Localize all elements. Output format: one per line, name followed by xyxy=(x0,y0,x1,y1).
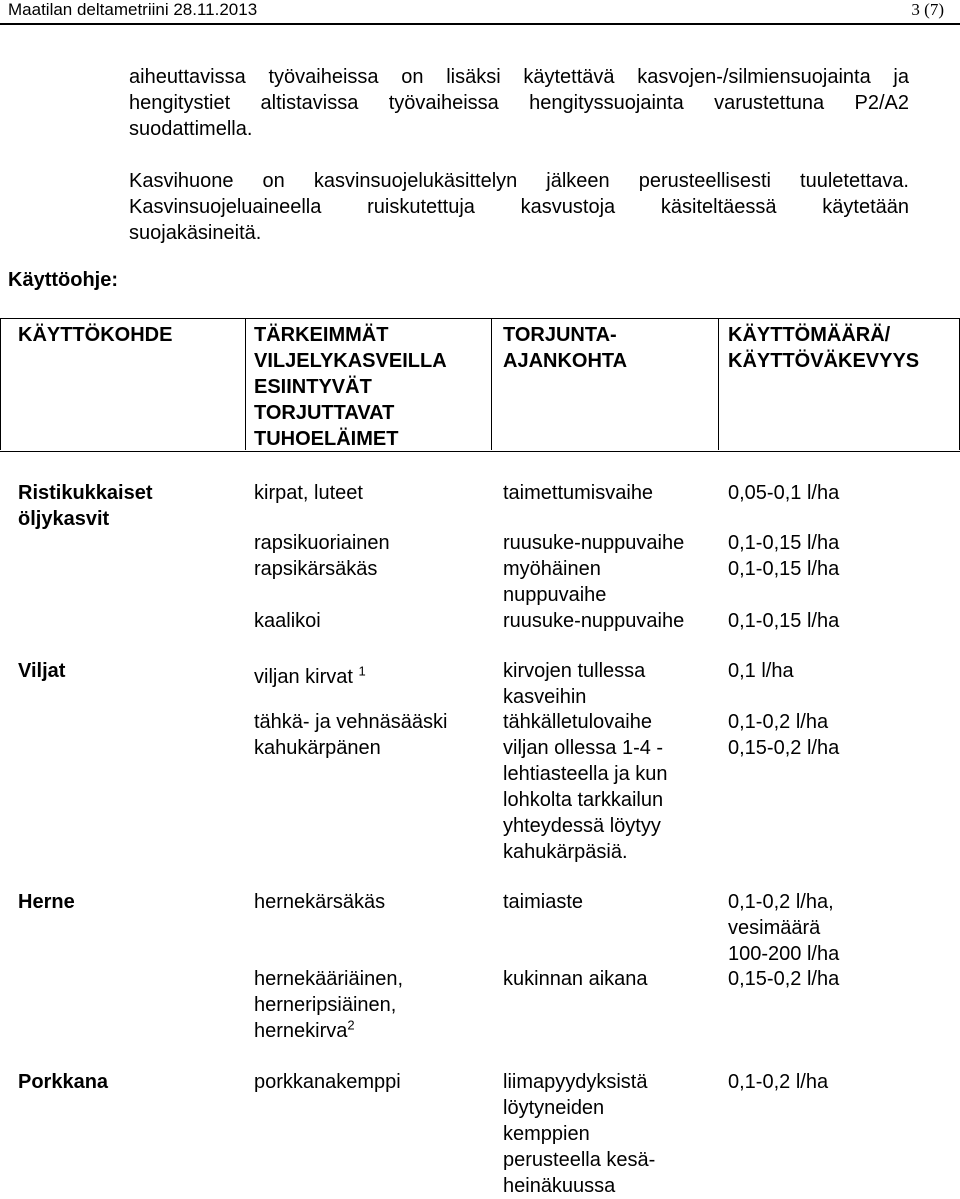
table-border-left xyxy=(0,318,1,450)
timing-line: heinäkuussa xyxy=(503,1175,616,1197)
dose-cell: 0,1-0,15 l/ha xyxy=(728,558,840,580)
timing-cell: taimettumisvaihe xyxy=(503,482,654,504)
timing-line: perusteella kesä- xyxy=(503,1149,656,1171)
timing-cell xyxy=(503,556,606,608)
dose-cell: 0,1-0,15 l/ha xyxy=(728,532,840,554)
timing-cell: taimiaste xyxy=(503,891,584,913)
pest-cell: kaalikoi xyxy=(254,610,321,632)
table-divider xyxy=(491,318,492,450)
timing-line: viljan ollessa 1-4 - xyxy=(503,737,664,759)
dose-line: 0,1-0,2 l/ha, xyxy=(728,891,834,913)
timing-cell: kukinnan aikana xyxy=(503,968,648,990)
timing-cell xyxy=(503,1069,655,1199)
timing-line: kahukärpäsiä. xyxy=(503,841,628,863)
header-line: AJANKOHTA xyxy=(503,350,628,372)
dose-cell: 0,05-0,1 l/ha xyxy=(728,482,840,504)
paragraph-line: Kasvinsuojeluaineella ruiskutettuja kasvustoja käsiteltäessä käytetään xyxy=(129,196,909,218)
header-line: KÄYTTÖMÄÄRÄ/ xyxy=(728,324,891,346)
crop-herne: Herne xyxy=(18,891,75,913)
pest-line: herneripsiäinen, xyxy=(254,994,397,1016)
dose-cell: 0,1 l/ha xyxy=(728,660,794,682)
pest-cell: hernekärsäkäs xyxy=(254,891,386,913)
page-number: 3 (7) xyxy=(911,0,944,19)
pest-cell: kahukärpänen xyxy=(254,737,381,759)
dose-cell: 0,1-0,2 l/ha xyxy=(728,1071,829,1093)
header-line: ESIINTYVÄT xyxy=(254,376,372,398)
crop-porkkana: Porkkana xyxy=(18,1071,109,1093)
column-header-kayttomaara xyxy=(728,322,919,374)
footnote-marker: 1 xyxy=(358,663,366,679)
dose-cell: 0,15-0,2 l/ha xyxy=(728,968,840,990)
footnote-marker: 2 xyxy=(347,1017,355,1033)
timing-line: nuppuvaihe xyxy=(503,584,607,606)
pest-cell xyxy=(254,664,366,690)
header-line: TORJUNTA- xyxy=(503,324,617,346)
dose-line: 100-200 l/ha xyxy=(728,943,840,965)
timing-line: yhteydessä löytyy xyxy=(503,815,661,837)
header-line: TÄRKEIMMÄT xyxy=(254,324,389,346)
column-header-tuholaiset xyxy=(254,322,447,452)
timing-cell: ruusuke-nuppuvaihe xyxy=(503,532,685,554)
timing-cell: ruusuke-nuppuvaihe xyxy=(503,610,685,632)
header-line: KÄYTTÖKOHDE xyxy=(18,324,173,346)
pest-cell xyxy=(254,966,403,1044)
timing-line: löytyneiden xyxy=(503,1097,605,1119)
dose-cell: 0,15-0,2 l/ha xyxy=(728,737,840,759)
column-header-ajankohta xyxy=(503,322,627,374)
pest-cell: rapsikuoriainen xyxy=(254,532,390,554)
timing-line: kemppien xyxy=(503,1123,590,1145)
section-heading-kayttoohje: Käyttöohje: xyxy=(8,269,118,291)
crop-line: öljykasvit xyxy=(18,508,110,530)
header-line: TUHOELÄIMET xyxy=(254,428,399,450)
intro-paragraph-greenhouse xyxy=(129,168,909,246)
paragraph-line: aiheuttavissa työvaiheissa on lisäksi käytettävä kasvojen-/silmiensuojainta ja xyxy=(129,66,909,88)
header-rule xyxy=(0,23,960,25)
timing-line: lohkolta tarkkailun xyxy=(503,789,664,811)
timing-line: liimapyydyksistä xyxy=(503,1071,648,1093)
timing-cell xyxy=(503,658,645,710)
table-divider xyxy=(245,318,246,450)
paragraph-line: Kasvihuone on kasvinsuojelukäsittelyn jälkeen perusteellisesti tuuletettava. xyxy=(129,170,909,192)
document-title: Maatilan deltametriini 28.11.2013 xyxy=(8,0,258,19)
table-divider xyxy=(718,318,719,450)
dose-cell xyxy=(728,889,839,967)
paragraph-line: suodattimella. xyxy=(129,118,253,140)
column-header-kayttokohde xyxy=(18,322,172,348)
timing-line: lehtiasteella ja kun xyxy=(503,763,668,785)
timing-line: kasveihin xyxy=(503,686,587,708)
pest-cell: tähkä- ja vehnäsääski xyxy=(254,711,448,733)
pest-cell: kirpat, luteet xyxy=(254,482,363,504)
pest-cell: rapsikärsäkäs xyxy=(254,558,378,580)
timing-line: myöhäinen xyxy=(503,558,601,580)
crop-oljykasvit xyxy=(18,480,153,532)
header-line: VILJELYKASVEILLA xyxy=(254,350,447,372)
pest-name: hernekirva xyxy=(254,1020,348,1042)
dose-cell: 0,1-0,15 l/ha xyxy=(728,610,840,632)
crop-viljat: Viljat xyxy=(18,660,66,682)
dose-line: vesimäärä xyxy=(728,917,821,939)
intro-paragraph-protection xyxy=(129,64,909,142)
header-line: TORJUTTAVAT xyxy=(254,402,395,424)
paragraph-line: suojakäsineitä. xyxy=(129,222,262,244)
header-line: KÄYTTÖVÄKEVYYS xyxy=(728,350,920,372)
paragraph-line: hengitystiet altistavissa työvaiheissa hengityssuojainta varustettuna P2/A2 xyxy=(129,92,909,114)
timing-line: kirvojen tullessa xyxy=(503,660,646,682)
crop-line: Ristikukkaiset xyxy=(18,482,153,504)
timing-cell xyxy=(503,735,668,865)
pest-line: hernekääriäinen, xyxy=(254,968,403,990)
dose-cell: 0,1-0,2 l/ha xyxy=(728,711,829,733)
pest-line xyxy=(254,1018,403,1044)
pest-cell: porkkanakemppi xyxy=(254,1071,401,1093)
timing-cell: tähkälletulovaihe xyxy=(503,711,652,733)
pest-name: viljan kirvat xyxy=(254,666,353,688)
